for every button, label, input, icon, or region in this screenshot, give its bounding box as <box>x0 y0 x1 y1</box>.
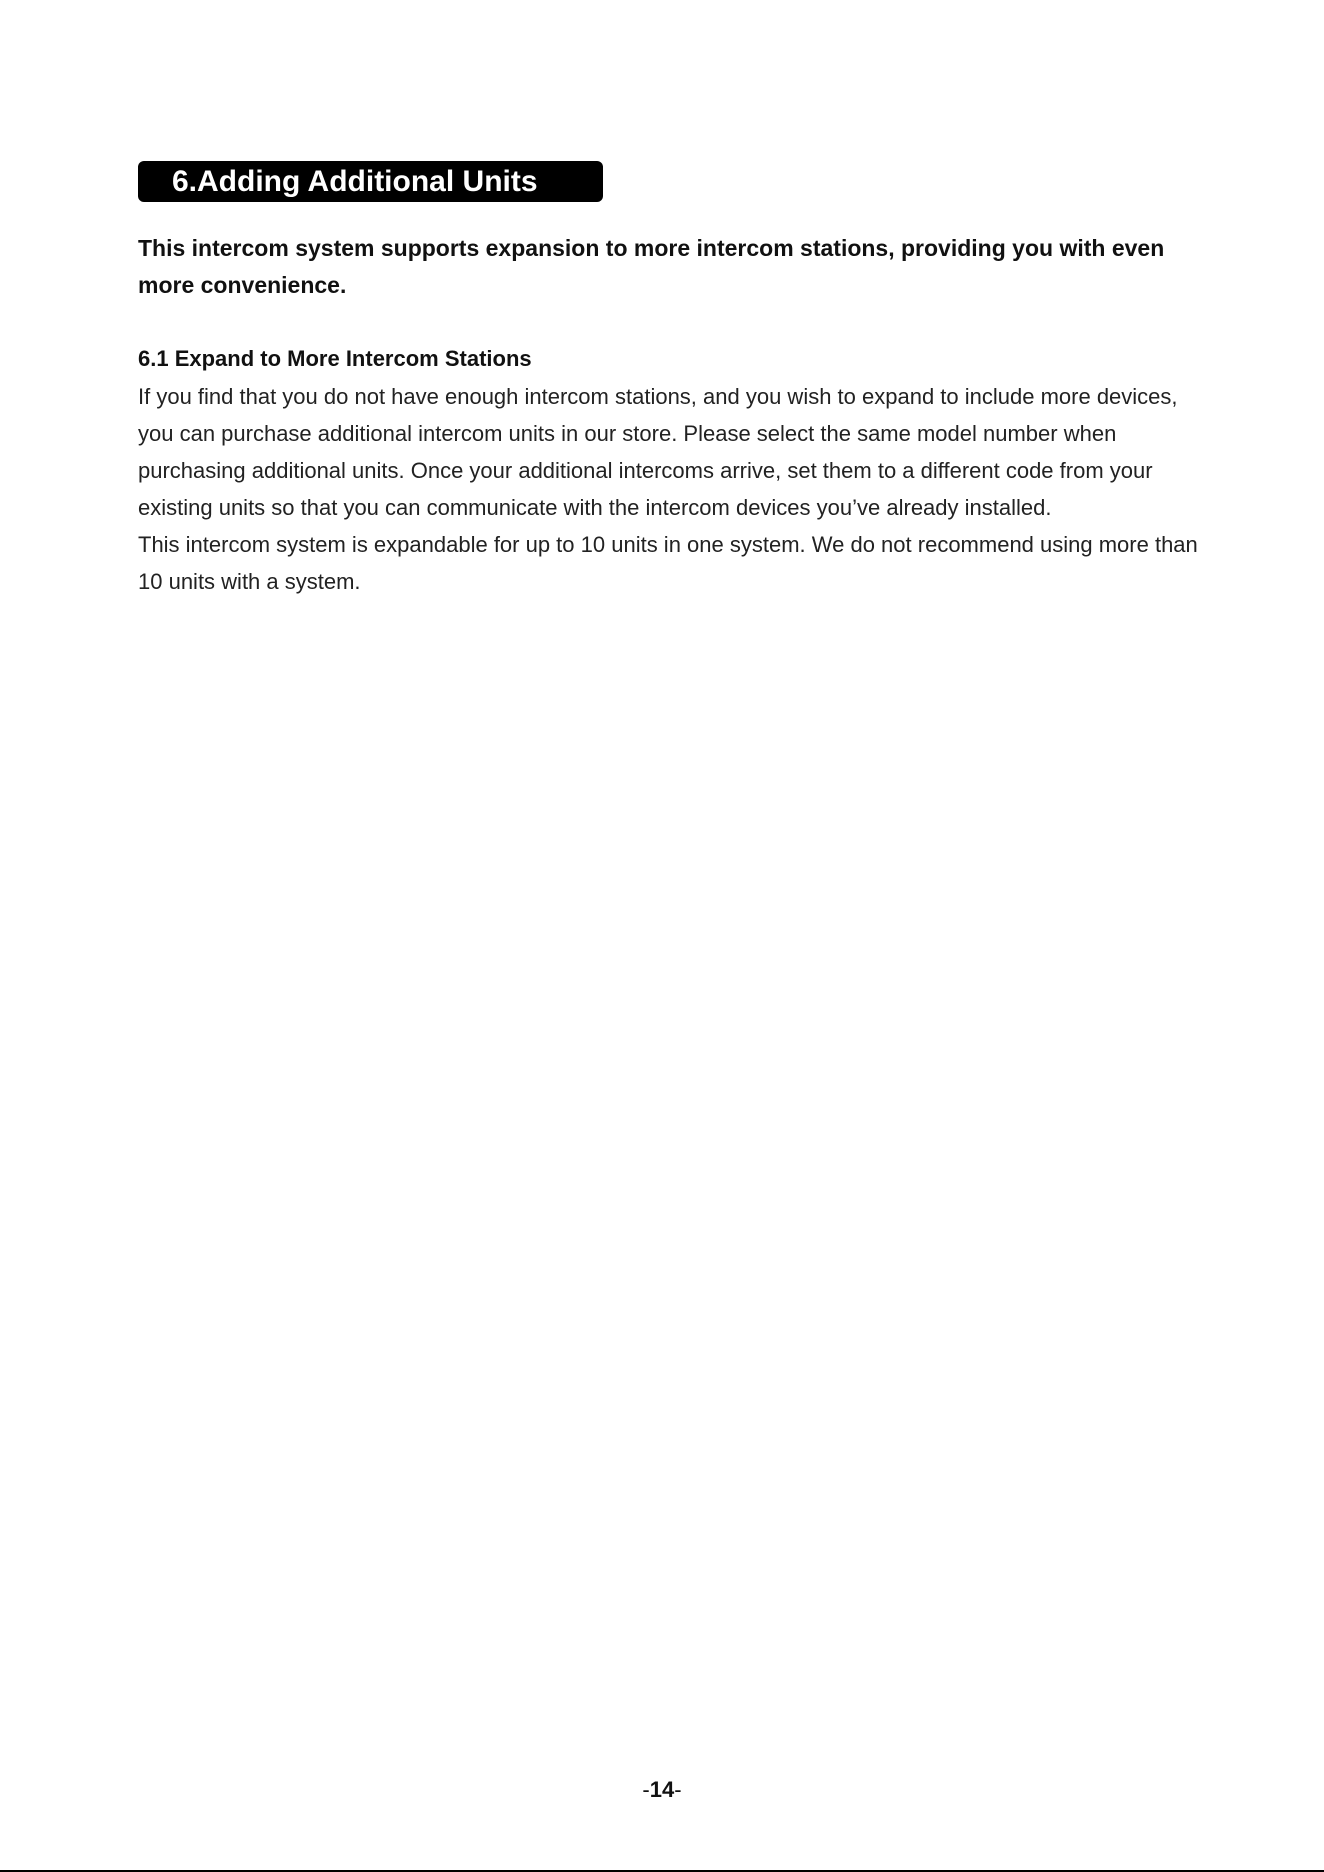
subsection-heading: 6.1 Expand to More Intercom Stations <box>138 346 532 371</box>
section-heading: 6.Adding Additional Units <box>138 161 603 202</box>
page-number-suffix: - <box>674 1777 682 1802</box>
page-number <box>0 1775 1324 1805</box>
subsection-body <box>138 378 1218 600</box>
page-number-value: 14 <box>649 1777 675 1802</box>
body-paragraph: If you find that you do not have enough intercom stations, and you wish to expand to include more devices, you can purchase additional intercom units in our store. Please select the same model number when purchasing additional units. Once your additional intercoms arrive, set them to a different code from your existing units so that you can communicate with the intercom devices you’ve already installed. <box>138 384 1178 520</box>
body-paragraph: This intercom system is expandable for up to 10 units in one system. We do not recommend using more than 10 units with a system. <box>138 532 1198 594</box>
page-number-prefix: - <box>642 1777 650 1802</box>
section-intro: This intercom system supports expansion to more intercom stations, providing you with even more convenience. <box>138 235 1165 298</box>
